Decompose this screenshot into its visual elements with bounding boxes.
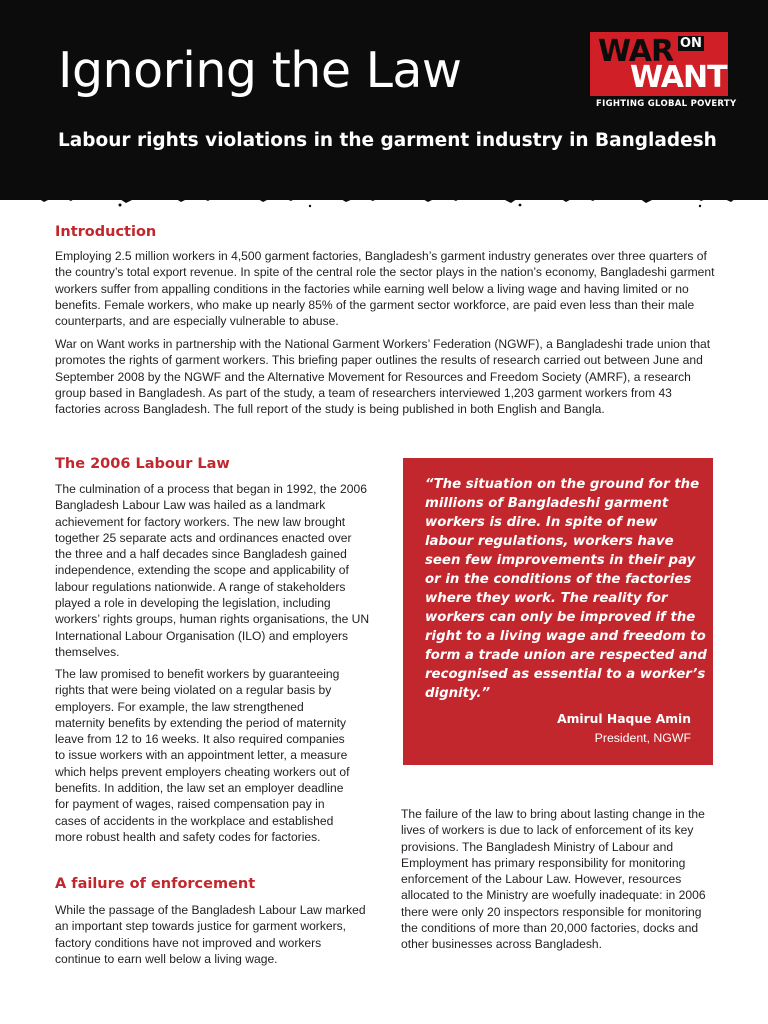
logo-tagline: FIGHTING GLOBAL POVERTY <box>596 99 737 109</box>
labour-law-heading: The 2006 Labour Law <box>55 456 230 472</box>
introduction-heading: Introduction <box>55 224 157 240</box>
introduction-paragraph-2: War on Want works in partnership with the National Garment Workers’ Federation (NGWF), a Bangladeshi trade union that promotes the rights of garment workers. This briefing paper outlines the results of research carried out between June and September 2008 by the NGWF and the Alternative Movement for Resources and Freedom Society (AMRF), a research group based in Bangladesh. As part of the study, a team of researchers interviewed 1,203 garment workers from 43 factories across Bangladesh. The full report of the study is being published in both English and Bangla. <box>55 337 711 417</box>
pull-quote-box <box>403 458 713 765</box>
document-title: Ignoring the Law <box>58 42 462 99</box>
labour-law-paragraph-1: The culmination of a process that began in 1992, the 2006 Bangladesh Labour Law was hailed as a landmark achievement for factory workers. The new law brought together 25 separate acts and ordinances enacted over the three and a half decades since Bangladesh gained independence, extending the scope and applicability of labour regulations nationwide. A range of stakeholders played a role in developing the legislation, including workers’ rights groups, human rights organisations, the UN International Labour Organisation (ILO) and employers themselves. <box>55 482 370 659</box>
document-subtitle: Labour rights violations in the garment industry in Bangladesh <box>58 130 717 151</box>
logo-on-text: ON <box>680 36 702 51</box>
logo-want-text: WANT <box>630 60 727 95</box>
war-on-want-logo <box>590 32 737 112</box>
header-torn-edge <box>0 180 768 208</box>
logo-red-box <box>590 32 728 96</box>
enforcement-paragraph-1: While the passage of the Bangladesh Labour Law marked an important step towards justice for garment workers, factory conditions have not improved and workers continue to earn well below a living wage. <box>55 903 366 966</box>
quote-attribution-name: Amirul Haque Amin <box>557 712 691 726</box>
enforcement-paragraph-2: The failure of the law to bring about lasting change in the lives of workers is due to lack of enforcement of its key provisions. The Bangladesh Ministry of Labour and Employment has primary responsibility for monitoring enforcement of the Labour Law. However, resources allocated to the Ministry are woefully inadequate: in 2006 there were only 20 inspectors responsible for monitoring the conditions of more than 20,000 factories, docks and other businesses across Bangladesh. <box>401 807 706 952</box>
enforcement-heading: A failure of enforcement <box>55 876 256 892</box>
labour-law-paragraph-2: The law promised to benefit workers by guaranteeing rights that were being violated on a regular basis by employers. For example, the law strengthened maternity benefits by extending the period of maternity leave from 12 to 16 weeks. It also required companies to issue workers with an appointment letter, a measure which helps prevent employers cheating workers out of benefits. In addition, the law set an employer deadline for payment of wages, raised compensation pay in cases of accidents in the workplace and established more robust health and safety codes for factories. <box>55 667 350 844</box>
quote-attribution-role: President, NGWF <box>594 731 691 745</box>
introduction-paragraph-1: Employing 2.5 million workers in 4,500 garment factories, Bangladesh’s garment industry generates over three quarters of the country’s total export revenue. In spite of the central role the sector plays in the nation’s economy, Bangladeshi garment workers suffer from appalling conditions in the factories while earning well below a living wage and having limited or no benefits. Female workers, who make up nearly 85% of the garment sector workforce, are paid even less than their male counterparts, and are especially vulnerable to abuse. <box>55 249 715 329</box>
pull-quote-text: “The situation on the ground for the millions of Bangladeshi garment workers is dire. In spite of new labour regulations, workers have seen few improvements in their pay or in the conditions of the factories where they work. The reality for workers can only be improved if the right to a living wage and freedom to form a trade union are respected and recognised as essential to a worker’s dignity.” <box>425 477 707 701</box>
logo-war-text: WAR <box>598 34 674 69</box>
